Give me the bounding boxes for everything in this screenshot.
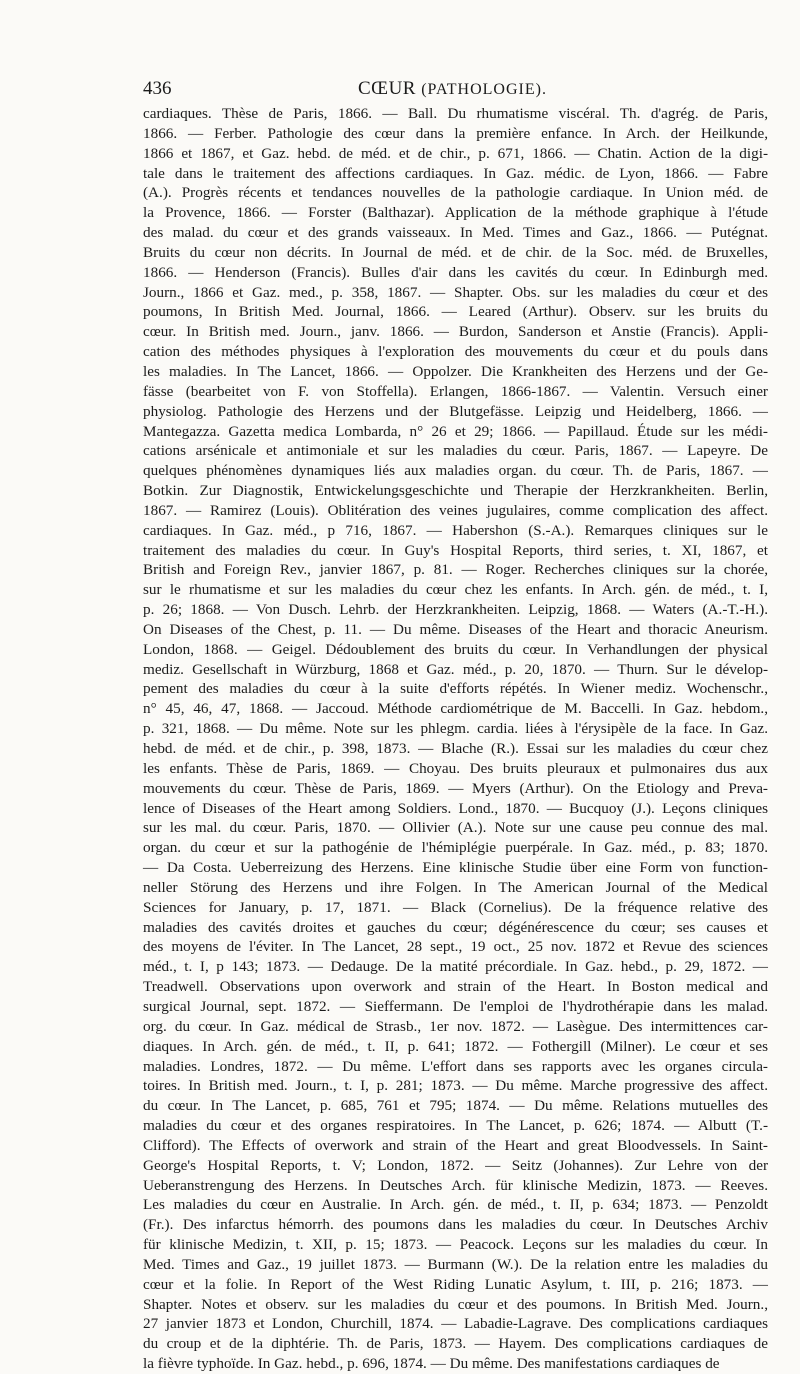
text-line: Treadwell. Observations upon overwork and strain of the Heart. In Boston medical and bbox=[143, 978, 768, 996]
text-line: On Diseases of the Chest, p. 11. — Du même. Diseases of the Heart and thoracic Aneurism. bbox=[143, 620, 768, 638]
text-line: diaques. In Arch. gén. de méd., t. II, p. 641; 1872. — Fothergill (Milner). Le cœur et ses bbox=[143, 1037, 768, 1055]
text-line: org. du cœur. In Gaz. médical de Strasb., 1er nov. 1872. — Lasègue. Des intermittences car- bbox=[143, 1017, 768, 1035]
text-line: les enfants. Thèse de Paris, 1869. — Choyau. Des bruits pleuraux et pulmonaires dus aux bbox=[143, 759, 768, 777]
text-line: 1866. — Ferber. Pathologie des cœur dans la première enfance. In Arch. der Heilkunde, bbox=[143, 124, 768, 142]
text-line: (A.). Progrès récents et tendances nouvelles de la pathologie cardiaque. In Union méd. de bbox=[143, 184, 768, 202]
text-line: organ. du cœur et sur la pathogénie de l'hémiplégie puerpérale. In Gaz. méd., p. 83; 1870. bbox=[143, 839, 768, 857]
text-line: pement des maladies du cœur à la suite d'efforts répétés. In Wiener mediz. Wochenschr., bbox=[143, 680, 768, 698]
running-title-sub: (PATHOLOGIE). bbox=[421, 81, 547, 98]
text-line: toires. In British med. Journ., t. I, p. 281; 1873. — Du même. Marche progressive des affect. bbox=[143, 1077, 768, 1095]
text-line: tale dans le traitement des affections cardiaques. In Gaz. médic. de Lyon, 1866. — Fabre bbox=[143, 164, 768, 182]
text-line: maladies du cœur et des organes respiratoires. In The Lancet, p. 626; 1874. — Albutt (T.- bbox=[143, 1117, 768, 1135]
text-line: physiolog. Pathologie des Herzens und der Blutgefässe. Leipzig und Heidelberg, 1866. — bbox=[143, 402, 768, 420]
text-line: 1866 et 1867, et Gaz. hebd. de méd. et de chir., p. 671, 1866. — Chatin. Action de la digi- bbox=[143, 144, 768, 162]
text-line: maladies des cavités droites et gauches du cœur; dégénérescence du cœur; ses causes et bbox=[143, 918, 768, 936]
text-line: lence of Diseases of the Heart among Soldiers. Lond., 1870. — Bucquoy (J.). Leçons cliniques bbox=[143, 799, 768, 817]
text-line: Shapter. Notes et observ. sur les maladies du cœur et des poumons. In British Med. Journ., bbox=[143, 1295, 768, 1313]
text-line: p. 321, 1868. — Du même. Note sur les phlegm. cardia. liées à l'érysipèle de la face. In Gaz. bbox=[143, 720, 768, 738]
text-line: Sciences for January, p. 17, 1871. — Black (Cornelius). De la fréquence relative des bbox=[143, 898, 768, 916]
text-line: Botkin. Zur Diagnostik, Entwickelungsgeschichte und Therapie der Herzkrankheiten. Berlin, bbox=[143, 482, 768, 500]
text-line: du croup et de la diphtérie. Th. de Paris, 1873. — Hayem. Des complications cardiaques de bbox=[143, 1335, 768, 1353]
text-line: méd., t. I, p 143; 1873. — Dedauge. De la matité précordiale. In Gaz. hebd., p. 29, 1872. — bbox=[143, 958, 768, 976]
text-line: hebd. de méd. et de chir., p. 398, 1873. — Blache (R.). Essai sur les maladies du cœur chez bbox=[143, 740, 768, 757]
page-number: 436 bbox=[143, 78, 172, 99]
text-line: des moyens de l'éviter. In The Lancet, 28 sept., 19 oct., 25 nov. 1872 et Revue des sciences bbox=[143, 938, 768, 956]
text-line: poumons, In British Med. Journal, 1866. — Leared (Arthur). Observ. sur les bruits du bbox=[143, 303, 768, 321]
text-line: cation des méthodes physiques à l'exploration des mouvements du cœur et du pouls dans bbox=[143, 343, 768, 361]
text-line: la fièvre typhoïde. In Gaz. hebd., p. 696, 1874. — Du même. Des manifestations cardiaques de bbox=[143, 1355, 720, 1373]
text-line: traitement des maladies du cœur. In Guy's Hospital Reports, third series, t. XI, 1867, et bbox=[143, 541, 768, 559]
text-line: cations arsénicale et antimoniale et sur les maladies du cœur. Paris, 1867. — Lapeyre. De bbox=[143, 442, 768, 460]
running-title-main: CŒUR bbox=[358, 78, 416, 99]
text-line: 1867. — Ramirez (Louis). Oblitération des veines jugulaires, comme complication des affect. bbox=[143, 501, 768, 519]
text-line: neller Störung des Herzens und ihre Folgen. In The American Journal of the Medical bbox=[143, 878, 768, 896]
text-line: für klinische Medizin, t. XII, p. 15; 1873. — Peacock. Leçons sur les maladies du cœur. In bbox=[143, 1236, 768, 1254]
text-line: quelques phénomènes dynamiques liés aux maladies organ. du cœur. Th. de Paris, 1867. — bbox=[143, 462, 768, 480]
text-line: du cœur. In The Lancet, p. 685, 761 et 795; 1874. — Du même. Relations mutuelles des bbox=[143, 1097, 768, 1115]
bibliography-text bbox=[143, 104, 768, 1374]
text-line: p. 26; 1868. — Von Dusch. Lehrb. der Herzkrankheiten. Leipzig, 1868. — Waters (A.-T.-H.). bbox=[143, 601, 768, 619]
text-line: George's Hospital Reports, t. V; London, 1872. — Seitz (Johannes). Zur Lehre von der bbox=[143, 1156, 768, 1174]
text-line: — Da Costa. Ueberreizung des Herzens. Eine klinische Studie über eine Form von function- bbox=[143, 859, 768, 877]
text-line: (Fr.). Des infarctus hémorrh. des poumons dans les maladies du cœur. In Deutsches Archiv bbox=[143, 1216, 768, 1234]
text-line: London, 1868. — Geigel. Dédoublement des bruits du cœur. In Verhandlungen der physical bbox=[143, 640, 768, 658]
text-line: n° 45, 46, 47, 1868. — Jaccoud. Méthode cardiométrique de M. Baccelli. In Gaz. hebdom., bbox=[143, 700, 768, 718]
text-line: Journ., 1866 et Gaz. med., p. 358, 1867. — Shapter. Obs. sur les maladies du cœur et des bbox=[143, 283, 768, 301]
text-line: 27 janvier 1873 et London, Churchill, 1874. — Labadie-Lagrave. Des complications cardiaques bbox=[143, 1315, 768, 1333]
text-line: les maladies. In The Lancet, 1866. — Oppolzer. Die Krankheiten des Herzens und der Ge- bbox=[143, 362, 768, 380]
text-line: British and Foreign Rev., janvier 1867, p. 81. — Roger. Recherches cliniques sur la chorée, bbox=[143, 561, 768, 579]
running-title bbox=[358, 75, 547, 104]
text-line: Bruits du cœur non décrits. In Journal de méd. et de chir. de la Soc. méd. de Bruxelles, bbox=[143, 243, 768, 261]
text-line: cardiaques. Thèse de Paris, 1866. — Ball. Du rhumatisme viscéral. Th. d'agrég. de Paris, bbox=[143, 105, 768, 122]
text-line: Clifford). The Effects of overwork and strain of the Heart and great Bloodvessels. In Saint- bbox=[143, 1136, 768, 1154]
text-line: Med. Times and Gaz., 19 juillet 1873. — Burmann (W.). De la relation entre les maladies du bbox=[143, 1255, 768, 1273]
text-line: sur le rhumatisme et sur les maladies du cœur chez les enfants. In Arch. gén. de méd., t. I, bbox=[143, 581, 768, 599]
text-line: mouvements du cœur. Thèse de Paris, 1869. — Myers (Arthur). On the Etiology and Preva- bbox=[143, 779, 768, 797]
text-line: fässe (bearbeitet von F. von Stoffella). Erlangen, 1866-1867. — Valentin. Versuch einer bbox=[143, 382, 768, 400]
text-line: maladies. Londres, 1872. — Du même. L'effort dans ses rapports avec les organes circula- bbox=[143, 1057, 768, 1075]
text-line: la Provence, 1866. — Forster (Balthazar). Application de la méthode graphique à l'étude bbox=[143, 204, 768, 222]
text-line: surgical Journal, sept. 1872. — Sieffermann. De l'emploi de l'hydrothérapie dans les malad. bbox=[143, 997, 768, 1015]
text-line: Mantegazza. Gazetta medica Lombarda, n° 26 et 29; 1866. — Papillaud. Étude sur les médi- bbox=[143, 422, 768, 440]
text-line: sur les mal. du cœur. Paris, 1870. — Ollivier (A.). Note sur une cause peu connue des mal. bbox=[143, 819, 768, 837]
text-line: cœur et la folie. In Report of the West Riding Lunatic Asylum, t. III, p. 216; 1873. — bbox=[143, 1275, 768, 1293]
text-line: 1866. — Henderson (Francis). Bulles d'air dans les cavités du cœur. In Edinburgh med. bbox=[143, 263, 768, 281]
text-line: cardiaques. In Gaz. méd., p 716, 1867. — Habershon (S.-A.). Remarques cliniques sur le bbox=[143, 521, 768, 539]
text-line: cœur. In British med. Journ., janv. 1866. — Burdon, Sanderson et Anstie (Francis). Appli- bbox=[143, 323, 768, 341]
text-line: mediz. Gesellschaft in Würzburg, 1868 et Gaz. méd., p. 20, 1870. — Thurn. Sur le dévelop- bbox=[143, 660, 768, 678]
text-line: Les maladies du cœur en Australie. In Arch. gén. de méd., t. II, p. 634; 1873. — Penzoldt bbox=[143, 1196, 768, 1214]
text-line: des malad. du cœur et des grands vaisseaux. In Med. Times and Gaz., 1866. — Putégnat. bbox=[143, 224, 768, 242]
text-line: Ueberanstrengung des Herzens. In Deutsches Arch. für klinische Medizin, 1873. — Reeves. bbox=[143, 1176, 768, 1194]
page-header bbox=[143, 75, 768, 103]
